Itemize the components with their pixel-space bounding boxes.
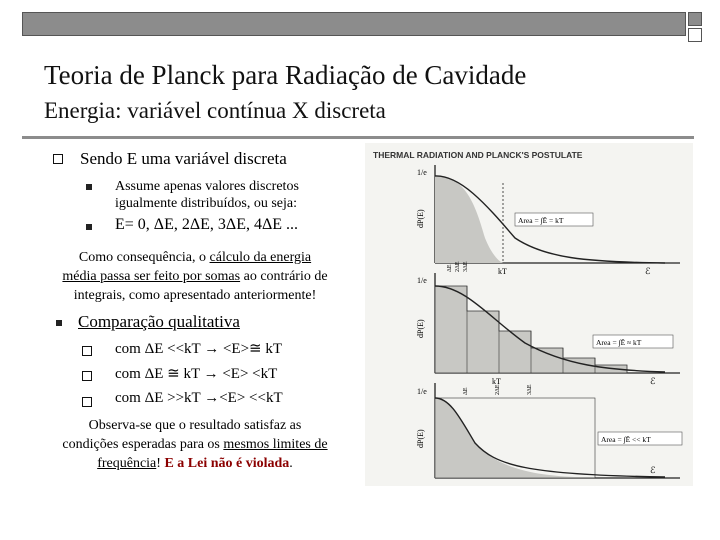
observation-text-1: Observa-se que o resultado satisfaz as (88, 418, 302, 433)
hollow-square-bullet-icon (82, 346, 92, 356)
panel-3-top-label: 1/e (417, 387, 427, 396)
panel-3 (416, 383, 682, 478)
consequence-text-a: Como consequência, o (78, 250, 210, 265)
consequence-underline-2: média passa ser feito por somas (62, 269, 241, 284)
panel-1 (416, 165, 680, 276)
observation-highlight: E a Lei não é violada (164, 456, 290, 471)
hollow-square-bullet-icon (53, 154, 63, 164)
panel-2-kt: kT (492, 377, 501, 386)
panel-2-tick-2: 2ΔE (495, 384, 501, 395)
paragraph-observation (30, 416, 360, 473)
observation-text-4: . (289, 456, 293, 471)
slide-subtitle: Energia: variável contínua X discreta (44, 98, 386, 123)
panel-2 (416, 273, 680, 395)
comparison-case-1: com ΔE <<kT → <E>≅ kT (115, 341, 283, 357)
slide-title: Teoria de Planck para Radiação de Cavidade (44, 60, 527, 90)
panel-1-tick-3: 3ΔE (463, 261, 469, 272)
sub-bullet-line-1: Assume apenas valores discretos (115, 179, 299, 194)
panel-1-x: ℰ (645, 266, 651, 276)
top-square-icon-1 (688, 12, 702, 26)
hollow-square-bullet-icon (82, 397, 92, 407)
panel-2-x: ℰ (650, 376, 656, 386)
sub-bullet-line-2: igualmente distribuídos, ou seja: (115, 196, 297, 211)
paragraph-consequence (35, 248, 355, 305)
observation-underline-2: frequência (97, 456, 157, 471)
window-top-bar (22, 12, 686, 36)
panel-1-top-label: 1/e (417, 168, 427, 177)
filled-square-bullet-icon (86, 224, 92, 230)
observation-text-2: condições esperadas para os (62, 437, 224, 452)
panel-2-area-label: Area = ∫Ē ≈ kT (596, 338, 642, 347)
panel-2-ylabel: dP(E) (416, 319, 425, 338)
panel-1-area-label: Area = ∫Ē = kT (518, 216, 564, 225)
sub-bullet-discrete-values (115, 178, 299, 212)
panel-1-tick-1: ΔE (447, 264, 453, 272)
observation-text-3: ! (156, 456, 165, 471)
consequence-text-b: ao contrário de (240, 269, 328, 284)
hollow-square-bullet-icon (82, 371, 92, 381)
panel-2-top-label: 1/e (417, 276, 427, 285)
panel-1-ylabel: dP(E) (416, 209, 425, 228)
consequence-text-c: integrais, como apresentado anteriormente! (73, 288, 317, 303)
figure-svg (365, 143, 693, 486)
panel-3-area-label: Area = ∫Ē << kT (601, 435, 651, 444)
filled-square-bullet-icon (86, 184, 92, 190)
comparison-case-3: com ΔE >>kT →<E> <<kT (115, 390, 283, 406)
filled-square-bullet-icon (56, 320, 62, 326)
panel-2-tick-1: ΔE (463, 387, 469, 395)
comparison-underline: Comparação qualitativa (78, 312, 240, 331)
bullet-discrete: Sendo E uma variável discreta (80, 149, 287, 168)
panel-2-tick-3: 3ΔE (527, 384, 533, 395)
figure-heading: THERMAL RADIATION AND PLANCK'S POSTULATE (373, 150, 583, 160)
panel-1-kt: kT (498, 267, 507, 276)
consequence-underline-1: cálculo da energia (209, 250, 312, 265)
planck-distribution-figure (365, 143, 693, 486)
bullet-comparison (78, 312, 240, 332)
panel-3-x: ℰ (650, 465, 656, 475)
sub-bullet-energy-series: E= 0, ΔE, 2ΔE, 3ΔE, 4ΔE ... (115, 216, 299, 233)
comparison-case-2: com ΔE ≅ kT → <E> <kT (115, 366, 278, 382)
observation-underline-1: mesmos limites de (223, 437, 328, 452)
panel-3-ylabel: dP(E) (416, 429, 425, 448)
panel-1-tick-2: 2ΔE (455, 261, 461, 272)
top-square-icon-2 (688, 28, 702, 42)
title-rule (22, 136, 694, 139)
